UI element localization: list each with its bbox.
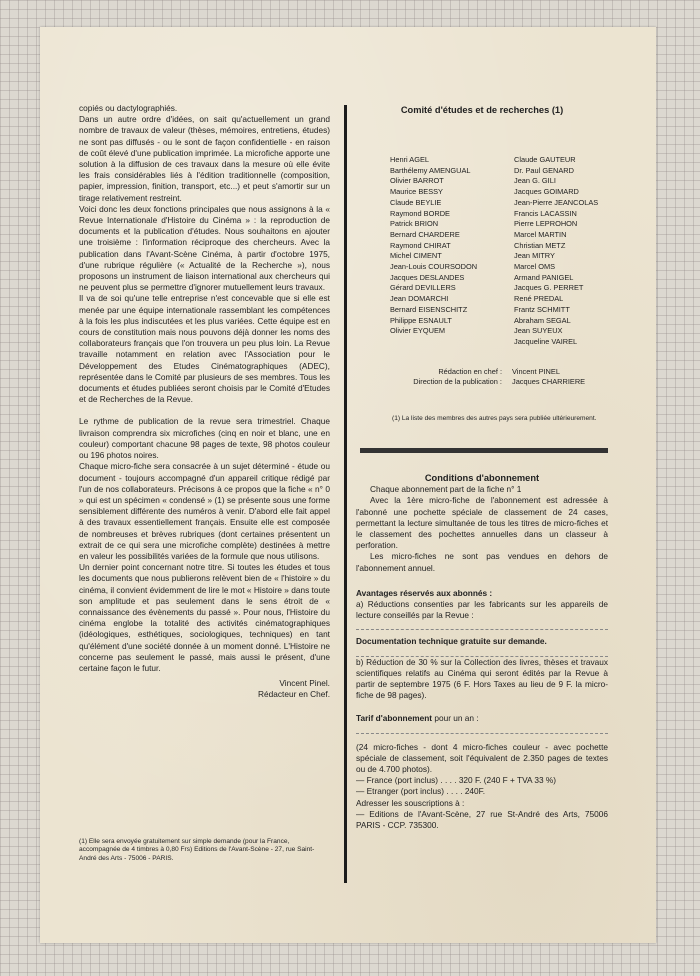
right-column	[356, 105, 608, 831]
signature	[79, 678, 330, 700]
footnote: (1) Elle sera envoyée gratuitement sur simple demande (pour la France, accompagnée de 4 timbres à 0,80 Frs) Editions de l'Avant-Scène - 27, rue Saint-André des Arts - 75006 - PARIS.	[79, 838, 315, 862]
member-name: Olivier EYQUEM	[390, 326, 446, 336]
member-name: Jacques GOIMARD	[514, 187, 579, 197]
member-name: Claude BEYLIE	[390, 197, 442, 207]
member-name: Raymond CHIRAT	[390, 240, 451, 250]
member-name: Jean SUYEUX	[514, 326, 563, 336]
director-row	[400, 377, 585, 387]
members-column-2	[514, 155, 624, 348]
paragraph: Il va de soi qu'une telle entreprise n'est concevable que si elle est menée par une équipe internationale rassemblant les compétences à la fois les plus indiscutées et les plus variées. Cette équipe est en cours de constitution mais nous pouvons déjà donner les noms des collaborateurs français que l'on trouvera un peu plus loin. La Revue travaille notamment en relation avec l'Association pour le Développement des Etudes Cinématographiques (ADEC), représentée dans le Comité par plusieurs de ses membres. Tous les documents et études publiées seront choisis par le Comité d'Etudes et de Recherches de la Revue.	[79, 293, 330, 405]
director-label: Direction de la publication :	[413, 377, 502, 386]
advantages-title: Avantages réservés aux abonnés :	[356, 587, 493, 598]
committee-title: Comité d'études et de recherches (1)	[400, 105, 564, 115]
subscription-address: — Editions de l'Avant-Scène, 27 rue St-André des Arts, 75006 PARIS - CCP. 735300.	[356, 808, 608, 831]
member-name: Jean G. GILI	[514, 176, 556, 186]
member-name: Armand PANIGEL	[514, 272, 574, 282]
section-divider	[360, 448, 608, 453]
editorial-credits	[400, 367, 585, 387]
price-foreign: — Etranger (port inclus) . . . . 240F.	[356, 786, 486, 797]
divider	[356, 733, 608, 734]
price-france: — France (port inclus) . . . . 320 F. (240 F + TVA 33 %)	[356, 775, 557, 786]
member-name: Patrick BRION	[390, 219, 439, 229]
member-name: Frantz SCHMITT	[514, 304, 570, 314]
paragraph: Dans un autre ordre d'idées, on sait qu'actuellement un grand nombre de travaux de valeur (thèses, mémoires, entretiens, études) ne sont pas diffusés - ou le sont de façon confidentielle - en raison de coût élevé d'une publication imprimée. La microfiche apporte une solution à la diffusion de ces travaux dans la mesure où elle évite les frais considérables liés à l'édition traditionnelle (composition, papier, impression, finition, transport, etc...) et peut s'amortir sur un tirage relativement restreint.	[79, 114, 330, 203]
divider	[356, 629, 608, 630]
tarif-line	[356, 713, 608, 724]
member-name: Jean MITRY	[514, 251, 555, 261]
paragraph: Avec la 1ère micro-fiche de l'abonnement est adressée à l'abonné une pochette spéciale de classement de 24 cases, permettant la lecture simultanée de tous les titres de micro-fiches et le classement des pochettes annuelles dans un classeur à perforation.	[356, 495, 608, 551]
subscription-address-label: Adresser les souscriptions à :	[356, 797, 465, 808]
member-name: Michel CIMENT	[390, 251, 442, 261]
tarif-description: (24 micro-fiches - dont 4 micro-fiches couleur - avec pochette spéciale de classement, soit l'équivalent de 2.350 pages de textes ou de 4.700 photos).	[356, 741, 608, 775]
member-name: Gérard DEVILLERS	[390, 283, 456, 293]
member-name: Abraham SEGAL	[514, 315, 571, 325]
member-name: Dr. Paul GENARD	[514, 165, 574, 175]
editor-row	[400, 367, 585, 377]
member-name: Philippe ESNAULT	[390, 315, 452, 325]
member-name: Henri AGEL	[390, 155, 430, 164]
member-name: Bernard CHARDERE	[390, 229, 460, 239]
member-name: Bernard EISENSCHITZ	[390, 304, 468, 314]
committee-footnote: (1) La liste des membres des autres pays sera publiée ultérieurement.	[392, 415, 597, 422]
signature-role: Rédacteur en Chef.	[258, 689, 330, 700]
member-name: Marcel OMS	[514, 262, 556, 272]
technical-docs: Documentation technique gratuite sur demande.	[356, 636, 547, 647]
member-name: Maurice BESSY	[390, 187, 443, 197]
member-name: Francis LACASSIN	[514, 208, 577, 218]
member-name: Jean-Louis COURSODON	[390, 262, 478, 272]
advantage-b: b) Réduction de 30 % sur la Collection des livres, thèses et travaux scientifiques relatifs au Cinéma qui seront édités par la Revue à partir de septembre 1975 (6 F. Hors Taxes au lieu de 9 F. la micro-fiche de 98 pages).	[356, 656, 608, 701]
paragraph: Les micro-fiches ne sont pas vendues en dehors de l'abonnement annuel.	[356, 551, 608, 573]
paragraph: Voici donc les deux fonctions principales que nous assignons à la « Revue Internationale d'Histoire du Cinéma » : la reproduction de documents et la publication d'études. Nous souhaitons en ajouter une troisième : l'information réciproque des chercheurs. Avec la publication dans l'Avant-Scène Cinéma, à partir d'octobre 1975, d'une rubrique régulière (« Actualité de la Recherche »), nous proposons un instrument de liaison international aux chercheurs qui ne peuvent plus se permettre d'ignorer mutuellement leurs travaux.	[79, 203, 330, 293]
subscription-section	[356, 473, 608, 831]
left-column	[79, 103, 330, 701]
paragraph: Le rythme de publication de la revue sera trimestriel. Chaque livraison comprendra six microfiches (cinq en noir et blanc, une en couleur) comportant chacune 98 pages de texte, 98 photos couleur ou 196 photos noires.	[79, 416, 330, 461]
member-name: René PREDAL	[514, 294, 564, 304]
column-divider	[344, 105, 347, 883]
member-name: Jacques G. PERRET	[514, 283, 584, 293]
paragraph: Chaque abonnement part de la fiche n° 1	[370, 484, 522, 495]
editor-label: Rédaction en chef :	[438, 367, 502, 376]
paragraph: Un dernier point concernant notre titre. Si toutes les études et tous les documents que nous publierons relèvent bien de « l'histoire » du cinéma, il convient évidemment de lire le mot « Histoire » dans toute son amplitude et pas seulement dans le sens étroit de « connaissance des évènements du passé ». Pour nous, l'Histoire du cinéma englobe la totalité des activités cinématographiques (idéologiques, esthétiques, sociologiques, techniques) en tant qu'élément d'une société donnée à un moment donné. L'Histoire ne concerne pas seulement le passé, mais aussi le présent, d'une certaine façon le futur.	[79, 562, 330, 673]
member-name: Marcel MARTIN	[514, 229, 567, 239]
editor-name: Vincent PINEL	[512, 367, 560, 376]
member-name: Jean DOMARCHI	[390, 294, 449, 304]
paragraph: copiés ou dactylographiés.	[79, 103, 178, 113]
signature-name: Vincent Pinel.	[279, 678, 330, 689]
tarif-suffix: pour un an :	[432, 713, 479, 724]
member-name: Jean-Pierre JEANCOLAS	[514, 197, 599, 207]
member-name: Olivier BARROT	[390, 176, 444, 186]
member-name: Barthélemy AMENGUAL	[390, 165, 471, 175]
paragraph: Chaque micro-fiche sera consacrée à un sujet déterminé - étude ou document - toujours accompagné d'un appareil critique rédigé par l'un de nos collaborateurs. Précisons à ce propos que la fiche « n° 0 » qui est un spécimen « condensé » (1) se présente sous une forme sensiblement différente des numéros à venir. D'abord elle fait appel à des travaux essentiellement français. Ensuite elle est composée de nombreuses et brèves rubriques (dont certaines présentent un extrait de ce qui sera une microfiche complète) destinées à mettre en valeur les possibilités variées de la formule que nous utilisons.	[79, 461, 330, 561]
member-name: Raymond BORDE	[390, 208, 450, 218]
member-name: Pierre LEPROHON	[514, 219, 578, 229]
director-name: Jacques CHARRIERE	[512, 377, 586, 386]
subscription-title: Conditions d'abonnement	[424, 473, 540, 483]
members-column-1	[390, 155, 500, 337]
advantage-a: a) Réductions consenties par les fabricants sur les appareils de lecture conseillés par la Revue :	[356, 599, 608, 621]
tarif-title: Tarif d'abonnement	[356, 713, 433, 724]
member-name: Christian METZ	[514, 240, 566, 250]
member-name: Jacques DESLANDES	[390, 272, 465, 282]
member-name: Claude GAUTEUR	[514, 155, 576, 164]
member-name: Jacqueline VAIREL	[514, 336, 578, 346]
